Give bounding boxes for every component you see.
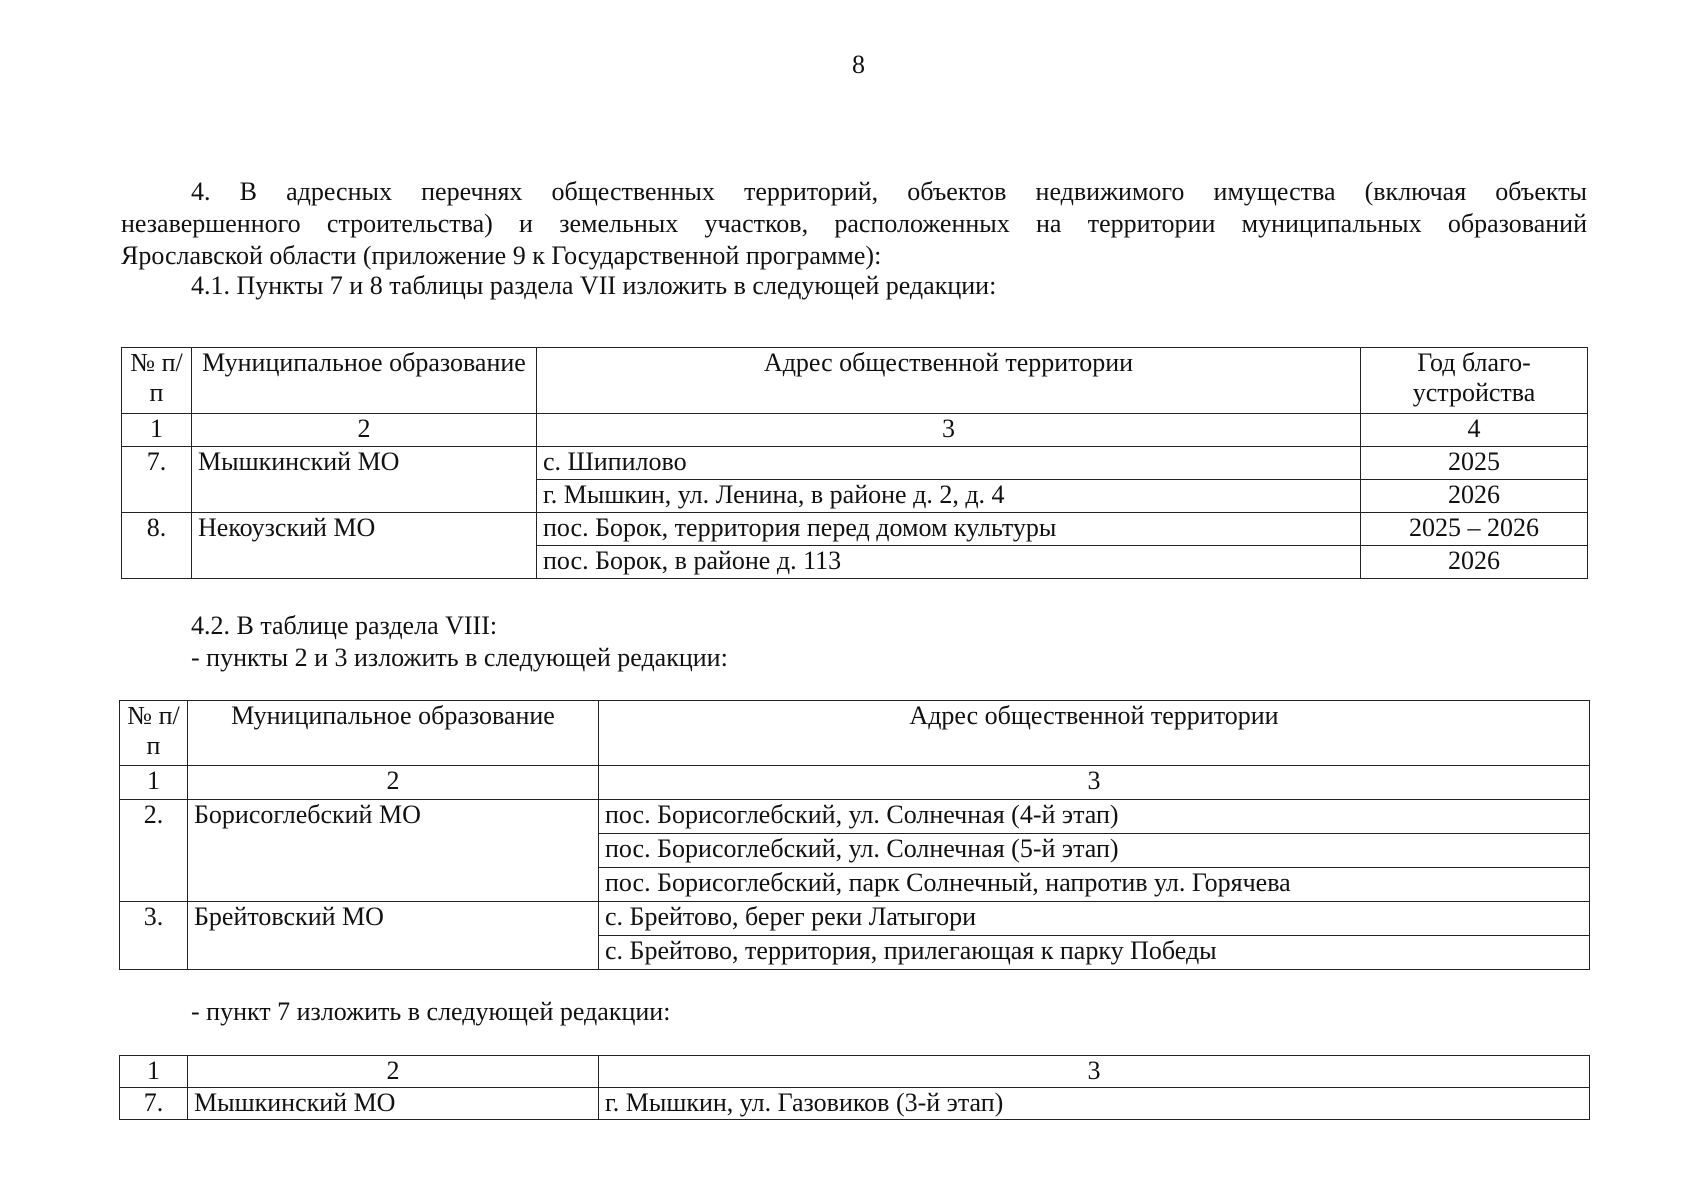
header-mo: Муниципальное образование xyxy=(192,348,537,414)
row-number: 7. xyxy=(120,1088,188,1120)
row-number: 8. xyxy=(122,513,192,579)
improvement-year: 2026 xyxy=(1361,546,1588,579)
territory-address: г. Мышкин, ул. Газовиков (3-й этап) xyxy=(599,1088,1590,1120)
municipality-name: Мышкинский МО xyxy=(188,1088,599,1120)
column-number: 4 xyxy=(1361,414,1588,447)
municipality-name: Борисоглебский МО xyxy=(188,800,599,902)
column-number-row xyxy=(120,766,1590,800)
table-row xyxy=(120,1088,1590,1120)
municipality-name: Некоузский МО xyxy=(192,513,537,579)
column-number-row xyxy=(122,414,1588,447)
row-number: 7. xyxy=(122,447,192,513)
table-section-vii xyxy=(121,347,1588,579)
table-row xyxy=(120,800,1590,834)
table-row xyxy=(122,447,1588,480)
column-number: 1 xyxy=(122,414,192,447)
intro-line-3: Ярославской области (приложение 9 к Государственной программе): xyxy=(121,241,882,270)
improvement-year: 2025 xyxy=(1361,447,1588,480)
territory-address: с. Брейтово, территория, прилегающая к парку Победы xyxy=(599,936,1590,970)
territory-address: г. Мышкин, ул. Ленина, в районе д. 2, д. 4 xyxy=(537,480,1361,513)
improvement-year: 2025 – 2026 xyxy=(1361,513,1588,546)
table-row xyxy=(120,902,1590,936)
column-number: 3 xyxy=(599,766,1590,800)
municipality-name: Мышкинский МО xyxy=(192,447,537,513)
header-address: Адрес общественной территории xyxy=(599,701,1590,766)
intro-line-2: незавершенного строительства) и земельных участков, расположенных на территории муниципальных образований xyxy=(121,209,1587,238)
header-address: Адрес общественной территории xyxy=(537,348,1361,414)
improvement-year: 2026 xyxy=(1361,480,1588,513)
column-number: 1 xyxy=(120,1056,188,1088)
row-number: 2. xyxy=(120,800,188,902)
column-number: 2 xyxy=(188,1056,599,1088)
territory-address: пос. Борок, территория перед домом культуры xyxy=(537,513,1361,546)
table-header-row xyxy=(120,701,1590,766)
territory-address: пос. Борисоглебский, парк Солнечный, напротив ул. Горячева xyxy=(599,868,1590,902)
item-7-instruction: - пункт 7 изложить в следующей редакции: xyxy=(191,997,671,1026)
column-number-row xyxy=(120,1056,1590,1088)
territory-address: с. Брейтово, берег реки Латыгори xyxy=(599,902,1590,936)
territory-address: пос. Борок, в районе д. 113 xyxy=(537,546,1361,579)
table-section-viii xyxy=(119,700,1590,970)
column-number: 2 xyxy=(192,414,537,447)
intro-line-1: 4. В адресных перечнях общественных территорий, объектов недвижимого имущества (включая объекты xyxy=(191,177,1587,206)
header-num: № п/п xyxy=(122,348,192,414)
territory-address: пос. Борисоглебский, ул. Солнечная (4-й этап) xyxy=(599,800,1590,834)
table-header-row xyxy=(122,348,1588,414)
page-number: 8 xyxy=(852,50,865,79)
column-number: 1 xyxy=(120,766,188,800)
municipality-name: Брейтовский МО xyxy=(188,902,599,970)
table-section-viii-item-7 xyxy=(119,1055,1590,1120)
territory-address: пос. Борисоглебский, ул. Солнечная (5-й этап) xyxy=(599,834,1590,868)
table-row xyxy=(122,513,1588,546)
header-year: Год благо-устройства xyxy=(1361,348,1588,414)
row-number: 3. xyxy=(120,902,188,970)
header-num: № п/п xyxy=(120,701,188,766)
subsection-4-1-heading: 4.1. Пункты 7 и 8 таблицы раздела VII изложить в следующей редакции: xyxy=(191,271,997,300)
territory-address: с. Шипилово xyxy=(537,447,1361,480)
column-number: 3 xyxy=(537,414,1361,447)
column-number: 3 xyxy=(599,1056,1590,1088)
items-2-3-instruction: - пункты 2 и 3 изложить в следующей редакции: xyxy=(191,643,728,672)
header-mo: Муниципальное образование xyxy=(188,701,599,766)
subsection-4-2-heading: 4.2. В таблице раздела VIII: xyxy=(191,611,498,640)
column-number: 2 xyxy=(188,766,599,800)
